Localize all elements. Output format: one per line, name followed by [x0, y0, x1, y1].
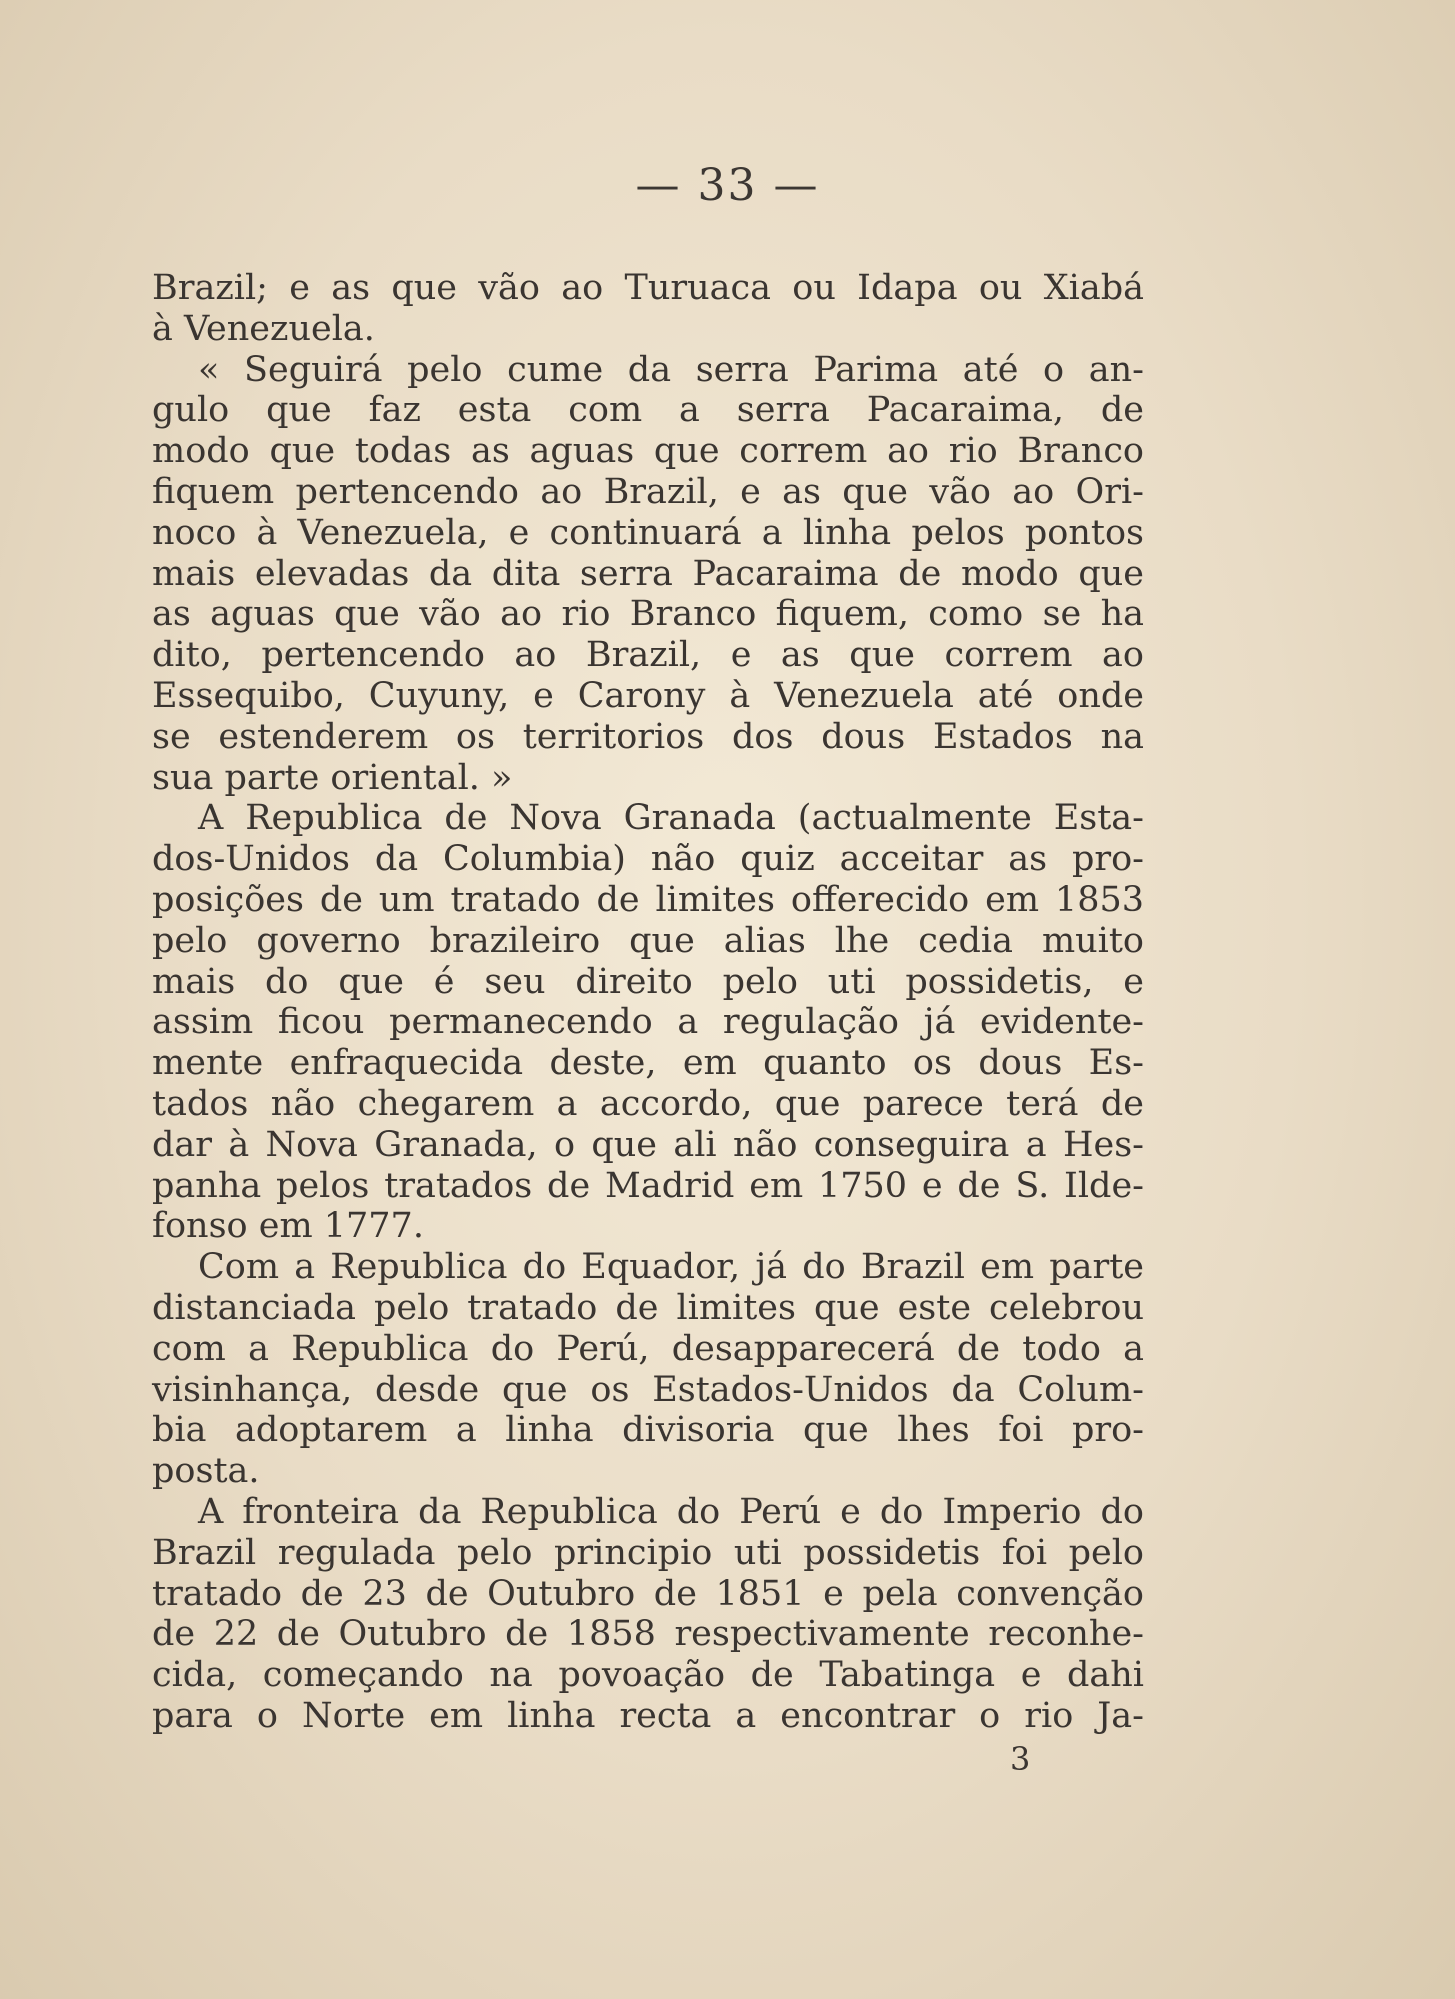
signature-mark: 3	[1010, 1740, 1031, 1778]
text-line: tratado de 23 de Outubro de 1851 e pela convenção	[152, 1573, 1144, 1614]
text-line: bia adoptarem a linha divisoria que lhes foi pro-	[152, 1410, 1144, 1451]
body-text	[152, 268, 1144, 1737]
text-line: com a Republica do Perú, desapparecerá de todo a	[152, 1328, 1144, 1369]
text-line: à Venezuela.	[152, 308, 375, 349]
text-line: dos-Unidos da Columbia) não quiz acceitar as pro-	[152, 839, 1144, 880]
page-number: — 33 —	[635, 160, 820, 211]
text-line: A fronteira da Republica do Perú e do Imperio do	[198, 1491, 1144, 1532]
text-line: visinhança, desde que os Estados-Unidos da Colum-	[152, 1369, 1144, 1410]
text-line: pelo governo brazileiro que alias lhe cedia muito	[152, 920, 1144, 961]
text-line: Brazil; e as que vão ao Turuaca ou Idapa ou Xiabá	[152, 268, 1144, 308]
text-line: as aguas que vão ao rio Branco fiquem, como se ha	[152, 594, 1144, 635]
text-line: fiquem pertencendo ao Brazil, e as que vão ao Ori-	[152, 471, 1144, 512]
text-line: Essequibo, Cuyuny, e Carony à Venezuela até onde	[152, 675, 1144, 716]
text-line: Brazil regulada pelo principio uti possidetis foi pelo	[152, 1532, 1144, 1573]
text-line: dito, pertencendo ao Brazil, e as que correm ao	[152, 635, 1144, 676]
text-line: posta.	[152, 1451, 260, 1492]
text-line: sua parte oriental. »	[152, 757, 513, 798]
text-line: de 22 de Outubro de 1858 respectivamente reconhe-	[152, 1614, 1144, 1655]
text-line: mente enfraquecida deste, em quanto os dous Es-	[152, 1043, 1144, 1084]
text-line: mais do que é seu direito pelo uti possidetis, e	[152, 961, 1144, 1002]
text-line: « Seguirá pelo cume da serra Parima até o an-	[198, 349, 1144, 390]
text-line: noco à Venezuela, e continuará a linha pelos pontos	[152, 512, 1144, 553]
text-line: fonso em 1777.	[152, 1206, 424, 1247]
text-line: panha pelos tratados de Madrid em 1750 e de S. Ilde-	[152, 1165, 1144, 1206]
text-line: Com a Republica do Equador, já do Brazil em parte	[198, 1247, 1144, 1288]
text-line: para o Norte em linha recta a encontrar o rio Ja-	[152, 1695, 1144, 1736]
text-line: A Republica de Nova Granada (actualmente Esta-	[198, 798, 1144, 839]
text-line: assim ficou permanecendo a regulação já evidente-	[152, 1002, 1144, 1043]
text-line: tados não chegarem a accordo, que parece terá de	[152, 1083, 1144, 1124]
text-line: distanciada pelo tratado de limites que este celebrou	[152, 1287, 1144, 1328]
text-line: se estenderem os territorios dos dous Estados na	[152, 716, 1144, 757]
text-line: cida, começando na povoação de Tabatinga e dahi	[152, 1655, 1144, 1696]
text-line: modo que todas as aguas que correm ao rio Branco	[152, 431, 1144, 472]
text-line: posições de um tratado de limites offerecido em 1853	[152, 879, 1144, 920]
text-line: gulo que faz esta com a serra Pacaraima, de	[152, 390, 1144, 431]
text-line: mais elevadas da dita serra Pacaraima de modo que	[152, 553, 1144, 594]
text-line: dar à Nova Granada, o que ali não conseguira a Hes-	[152, 1124, 1144, 1165]
